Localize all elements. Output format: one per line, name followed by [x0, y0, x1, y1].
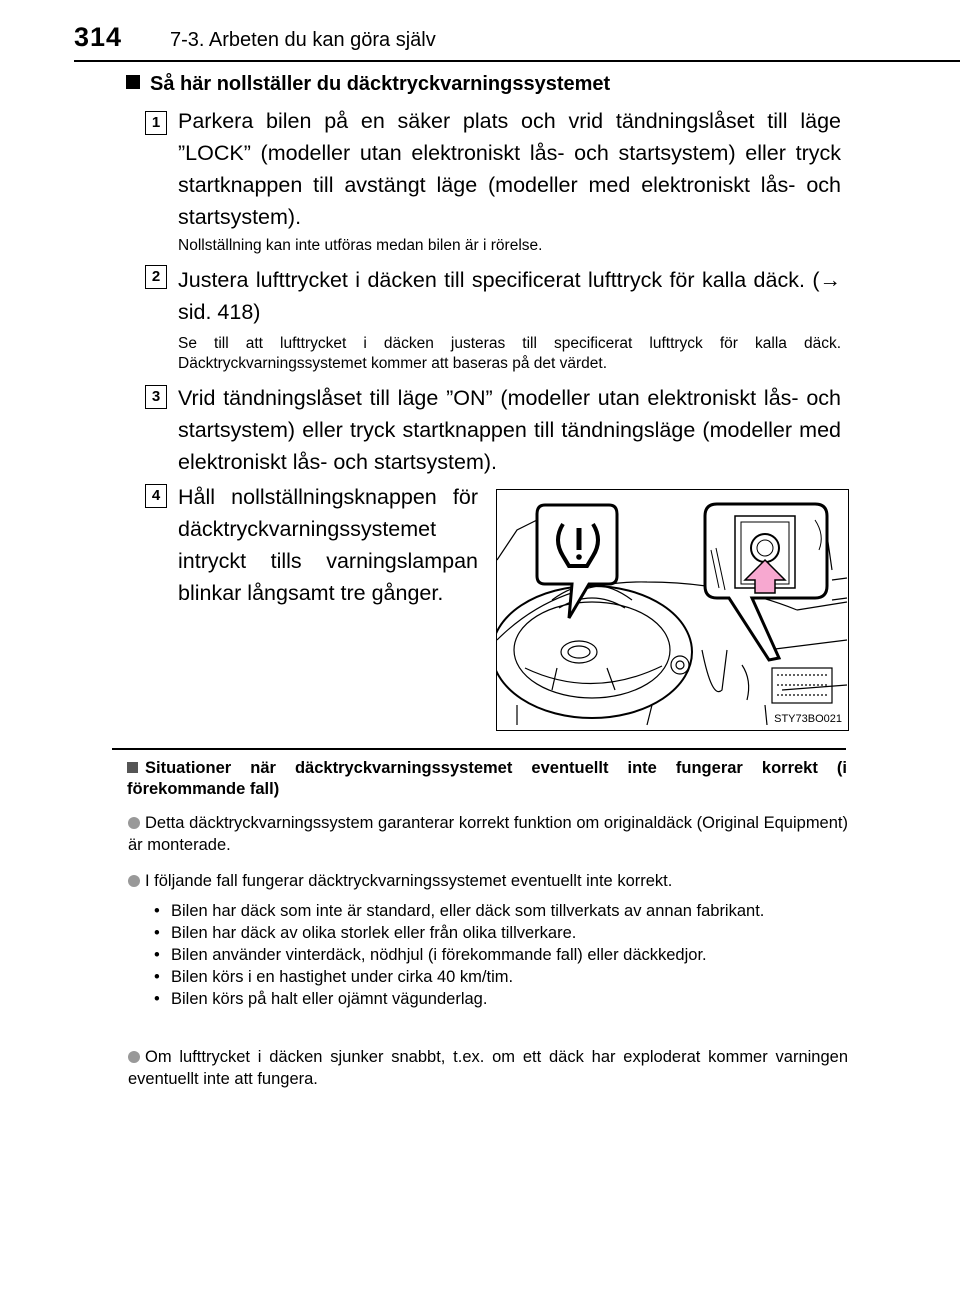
bullet-dot-icon	[128, 817, 140, 829]
step-1-badge: 1	[145, 111, 167, 135]
heading-square-icon	[126, 75, 140, 89]
list-item: • Bilen körs på halt eller ojämnt vägunderlag.	[150, 988, 850, 1010]
step-2-note: Se till att lufttrycket i däcken justeras till specificerat lufttryck för kalla däck. Däcktryckvarningssystemet kommer att baseras på det värdet.	[178, 335, 841, 372]
section-title: 7-3. Arbeten du kan göra själv	[170, 29, 436, 51]
info-bullet-1-text: Detta däcktryckvarningssystem garanterar korrekt funktion om originaldäck (Original Equipment) är monterade.	[128, 814, 848, 854]
step-3-badge: 3	[145, 385, 167, 409]
bullet-dot-icon	[128, 1051, 140, 1063]
step-2-text: Justera lufttrycket i däcken till specificerat lufttryck för kalla däck. (→ sid. 418)	[178, 268, 841, 324]
main-heading	[126, 73, 610, 96]
step-1-text: Parkera bilen på en säker plats och vrid tändningslåset till läge ”LOCK” (modeller utan elektroniskt lås- och startsystem) eller tryck startknappen till avstängt läge (modeller med elektroniskt lås- och startsystem).	[178, 109, 841, 229]
step-2-badge: 2	[145, 265, 167, 289]
main-heading-text: Så här nollställer du däcktryckvarningssystemet	[150, 73, 611, 95]
dashboard-drawing	[497, 490, 848, 730]
list-item: • Bilen använder vinterdäck, nödhjul (i förekommande fall) eller däckkedjor.	[150, 944, 850, 966]
header-divider	[74, 60, 960, 62]
list-item: • Bilen körs i en hastighet under cirka 40 km/tim.	[150, 966, 850, 988]
step-4-text: Håll nollställningsknappen för däcktryckvarningssystemet intryckt tills varningslampan blinkar långsamt tre gånger.	[178, 485, 478, 605]
page-number: 314	[74, 22, 123, 52]
info-square-icon	[127, 762, 138, 773]
list-item: • Bilen har däck av olika storlek eller från olika tillverkare.	[150, 922, 850, 944]
info-heading-block	[127, 758, 847, 800]
info-bullet-1	[128, 812, 848, 856]
info-heading	[127, 758, 847, 800]
figure-code: STY73BO021	[774, 713, 842, 725]
info-bullet-2-text: I följande fall fungerar däcktryckvarningssystemet eventuellt inte korrekt.	[145, 872, 673, 890]
step-3-text: Vrid tändningslåset till läge ”ON” (modeller utan elektroniskt lås- och startsystem) eller tryck startknappen till tändningsläge (modeller med elektroniskt lås- och startsystem).	[178, 386, 841, 474]
info-bullet-3-text: Om lufttrycket i däcken sjunker snabbt, t.ex. om ett däck har exploderat kommer varningen eventuellt inte att fungera.	[128, 1048, 848, 1088]
info-bullet-2	[128, 870, 848, 892]
info-bullet-3	[128, 1046, 848, 1090]
bullet-dot-icon	[128, 875, 140, 887]
section-divider	[112, 748, 846, 750]
step-4-badge: 4	[145, 484, 167, 508]
step-1-note: Nollställning kan inte utföras medan bilen är i rörelse.	[178, 237, 543, 254]
info-heading-text: Situationer när däcktryckvarningssystemet eventuellt inte fungerar korrekt (i förekommande fall)	[127, 759, 847, 798]
page-header	[74, 22, 960, 58]
sub-item-list	[150, 900, 850, 1010]
dashboard-illustration	[496, 489, 849, 731]
list-item: • Bilen har däck som inte är standard, eller däck som tillverkats av annan fabrikant.	[150, 900, 850, 922]
